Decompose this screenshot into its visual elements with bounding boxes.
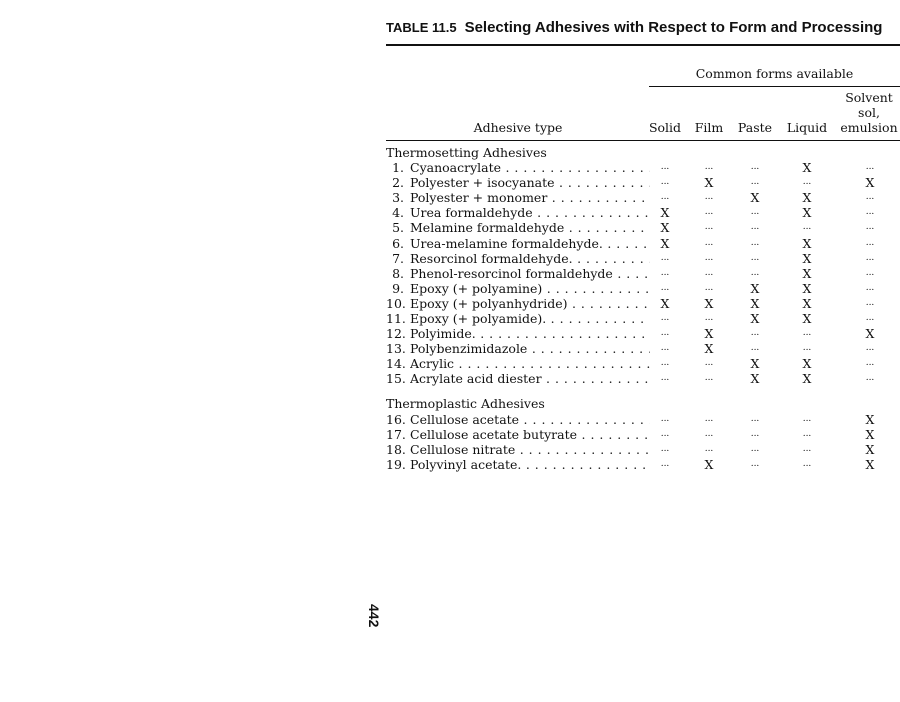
- row-number: 8.: [392, 265, 404, 281]
- row-number: 4.: [392, 205, 404, 221]
- row-cell: ...: [865, 252, 875, 263]
- row-cell: X: [750, 295, 760, 311]
- row-cell: X: [802, 190, 812, 206]
- row-cell: ...: [750, 207, 760, 218]
- row-adhesive-name: Cellulose nitrate . . .: [410, 442, 650, 457]
- row-cell: X: [802, 265, 812, 281]
- top-rule: [386, 44, 900, 46]
- row-adhesive-name: Epoxy (+ polyamine) . . .: [410, 281, 650, 296]
- row-cell: ...: [802, 459, 812, 470]
- row-number: 6.: [392, 235, 404, 251]
- row-cell: ...: [865, 237, 875, 248]
- header-adhesive-type: Adhesive type: [473, 120, 563, 135]
- row-cell: ...: [865, 373, 875, 384]
- row-cell: ...: [660, 162, 670, 172]
- table-row: [386, 175, 900, 190]
- table-row: [386, 427, 900, 442]
- row-cell: ...: [704, 444, 714, 455]
- row-cell: X: [660, 235, 670, 251]
- row-cell: X: [802, 235, 812, 251]
- row-cell: ...: [660, 177, 670, 188]
- row-adhesive-name: Urea formaldehyde . . .: [410, 205, 650, 220]
- row-adhesive-name: Epoxy (+ polyamide). . . .: [410, 311, 650, 326]
- header-liquid: Liquid: [786, 120, 828, 135]
- row-cell: ...: [802, 222, 812, 233]
- table-row: [386, 457, 900, 472]
- row-cell: X: [750, 311, 760, 326]
- row-number: 10.: [386, 295, 406, 311]
- row-cell: X: [704, 457, 714, 473]
- row-cell: X: [660, 205, 670, 221]
- row-number: 11.: [386, 311, 406, 326]
- row-cell: ...: [802, 414, 812, 424]
- row-cell: ...: [704, 267, 714, 278]
- row-cell: ...: [750, 459, 760, 470]
- row-number: 13.: [386, 341, 406, 357]
- row-adhesive-name: Acrylic . . .: [410, 356, 650, 371]
- row-cell: X: [802, 371, 812, 387]
- row-cell: ...: [660, 328, 670, 339]
- row-number: 5.: [392, 220, 404, 236]
- row-cell: ...: [660, 343, 670, 354]
- row-cell: ...: [704, 162, 714, 172]
- row-cell: X: [704, 341, 714, 357]
- row-cell: ...: [865, 343, 875, 354]
- row-number: 15.: [386, 371, 406, 387]
- header-solvent-line-1: Solvent: [845, 90, 893, 105]
- table-row: [386, 281, 900, 296]
- table-row: [386, 160, 900, 175]
- table-row: [386, 341, 900, 356]
- row-cell: ...: [660, 444, 670, 455]
- row-cell: X: [750, 190, 760, 206]
- table-row: [386, 326, 900, 341]
- row-number: 12.: [386, 326, 406, 342]
- table-number: TABLE 11.5: [386, 20, 457, 35]
- table-row: [386, 190, 900, 205]
- row-cell: ...: [865, 282, 875, 293]
- row-cell: ...: [750, 252, 760, 263]
- row-cell: X: [865, 412, 875, 427]
- row-adhesive-name: Resorcinol formaldehyde. . . .: [410, 251, 650, 266]
- table-row: [386, 251, 900, 266]
- row-cell: ...: [750, 343, 760, 354]
- row-cell: X: [750, 356, 760, 372]
- row-cell: ...: [750, 222, 760, 233]
- row-adhesive-name: Polyimide. . . .: [410, 326, 650, 341]
- group-header: Common forms available: [695, 66, 854, 81]
- row-number: 9.: [392, 280, 404, 296]
- row-cell: X: [660, 295, 670, 311]
- row-adhesive-name: Polyvinyl acetate. . . .: [410, 457, 650, 472]
- row-number: 19.: [386, 457, 406, 473]
- header-solvent: [838, 90, 900, 135]
- row-adhesive-name: Polyester + monomer . . .: [410, 190, 650, 205]
- header-solvent-line-2: sol,: [858, 105, 880, 120]
- row-adhesive-name: Acrylate acid diester . . .: [410, 371, 650, 386]
- row-adhesive-name: Cyanoacrylate . . .: [410, 160, 650, 175]
- table-row: [386, 220, 900, 235]
- row-adhesive-name: Polyester + isocyanate . . .: [410, 175, 650, 190]
- table-row: [386, 356, 900, 371]
- row-cell: X: [704, 175, 714, 191]
- group-rule: [649, 86, 900, 87]
- row-cell: ...: [660, 252, 670, 263]
- row-cell: ...: [660, 414, 670, 424]
- row-cell: ...: [865, 267, 875, 278]
- row-cell: ...: [750, 414, 760, 424]
- row-number: 7.: [392, 250, 404, 266]
- row-cell: ...: [704, 207, 714, 218]
- row-cell: ...: [660, 313, 670, 323]
- row-cell: ...: [750, 177, 760, 188]
- row-cell: X: [802, 205, 812, 221]
- row-cell: ...: [704, 282, 714, 293]
- row-cell: ...: [865, 192, 875, 203]
- row-cell: ...: [660, 459, 670, 470]
- row-cell: ...: [704, 429, 714, 440]
- row-cell: ...: [865, 162, 875, 172]
- row-adhesive-name: Polybenzimidazole . . .: [410, 341, 650, 356]
- row-number: 14.: [386, 356, 406, 372]
- row-cell: X: [865, 326, 875, 342]
- page-number: 442: [366, 604, 382, 628]
- row-cell: ...: [865, 358, 875, 369]
- row-cell: ...: [660, 267, 670, 278]
- row-cell: X: [802, 160, 812, 175]
- table-title-text: Selecting Adhesives with Respect to Form and Processing: [464, 19, 883, 36]
- table-row: [386, 236, 900, 251]
- row-cell: ...: [750, 267, 760, 278]
- row-number: 18.: [386, 442, 406, 458]
- table-row: [386, 296, 900, 311]
- table-title: [386, 19, 900, 36]
- row-number: 17.: [386, 427, 406, 443]
- row-cell: ...: [750, 328, 760, 339]
- row-adhesive-name: Urea-melamine formaldehyde. . . .: [410, 236, 650, 251]
- row-cell: X: [865, 442, 875, 458]
- section-title: Thermosetting Adhesives: [386, 145, 547, 160]
- table-row: [386, 266, 900, 281]
- row-cell: ...: [704, 192, 714, 203]
- row-number: 16.: [386, 412, 406, 427]
- row-adhesive-name: Cellulose acetate . . .: [410, 412, 650, 427]
- table-row: [386, 442, 900, 457]
- header-solid: Solid: [648, 120, 682, 135]
- row-cell: ...: [660, 358, 670, 369]
- row-cell: ...: [660, 429, 670, 440]
- row-cell: ...: [704, 414, 714, 424]
- row-cell: X: [865, 457, 875, 473]
- row-cell: ...: [750, 162, 760, 172]
- row-cell: ...: [802, 343, 812, 354]
- row-cell: ...: [750, 444, 760, 455]
- row-cell: ...: [704, 222, 714, 233]
- row-adhesive-name: Melamine formaldehyde . . .: [410, 220, 650, 235]
- row-cell: ...: [660, 282, 670, 293]
- table-row: [386, 371, 900, 386]
- row-cell: X: [865, 427, 875, 443]
- row-cell: ...: [750, 429, 760, 440]
- row-number: 3.: [392, 190, 404, 206]
- row-cell: ...: [704, 358, 714, 369]
- row-cell: ...: [704, 373, 714, 384]
- header-rule: [386, 140, 900, 141]
- row-cell: X: [802, 280, 812, 296]
- row-adhesive-name: Epoxy (+ polyanhydride) . . .: [410, 296, 650, 311]
- row-adhesive-name: Phenol-resorcinol formaldehyde . . .: [410, 266, 650, 281]
- row-cell: X: [704, 326, 714, 342]
- row-cell: ...: [704, 237, 714, 248]
- row-adhesive-name: Cellulose acetate butyrate . . .: [410, 427, 650, 442]
- table-row: [386, 311, 900, 326]
- row-cell: ...: [660, 192, 670, 203]
- row-cell: X: [660, 220, 670, 236]
- row-cell: ...: [865, 207, 875, 218]
- row-cell: ...: [802, 444, 812, 455]
- header-film: Film: [694, 120, 724, 135]
- section-title: Thermoplastic Adhesives: [386, 396, 545, 411]
- header-paste: Paste: [737, 120, 773, 135]
- row-cell: ...: [802, 177, 812, 188]
- row-cell: ...: [802, 429, 812, 440]
- row-cell: X: [802, 250, 812, 266]
- row-cell: X: [704, 295, 714, 311]
- row-cell: X: [802, 295, 812, 311]
- row-cell: ...: [750, 237, 760, 248]
- row-cell: X: [750, 280, 760, 296]
- row-cell: ...: [865, 222, 875, 233]
- row-cell: X: [750, 371, 760, 387]
- row-cell: ...: [704, 313, 714, 323]
- row-number: 1.: [392, 160, 404, 175]
- row-cell: ...: [660, 373, 670, 384]
- row-cell: X: [802, 356, 812, 372]
- table-row: [386, 205, 900, 220]
- row-cell: X: [865, 175, 875, 191]
- row-cell: X: [802, 311, 812, 326]
- table-row: [386, 412, 900, 427]
- row-cell: ...: [704, 252, 714, 263]
- row-cell: ...: [865, 313, 875, 323]
- row-cell: ...: [865, 297, 875, 308]
- row-cell: ...: [802, 328, 812, 339]
- row-number: 2.: [392, 175, 404, 191]
- header-solvent-line-3: emulsion: [840, 120, 898, 135]
